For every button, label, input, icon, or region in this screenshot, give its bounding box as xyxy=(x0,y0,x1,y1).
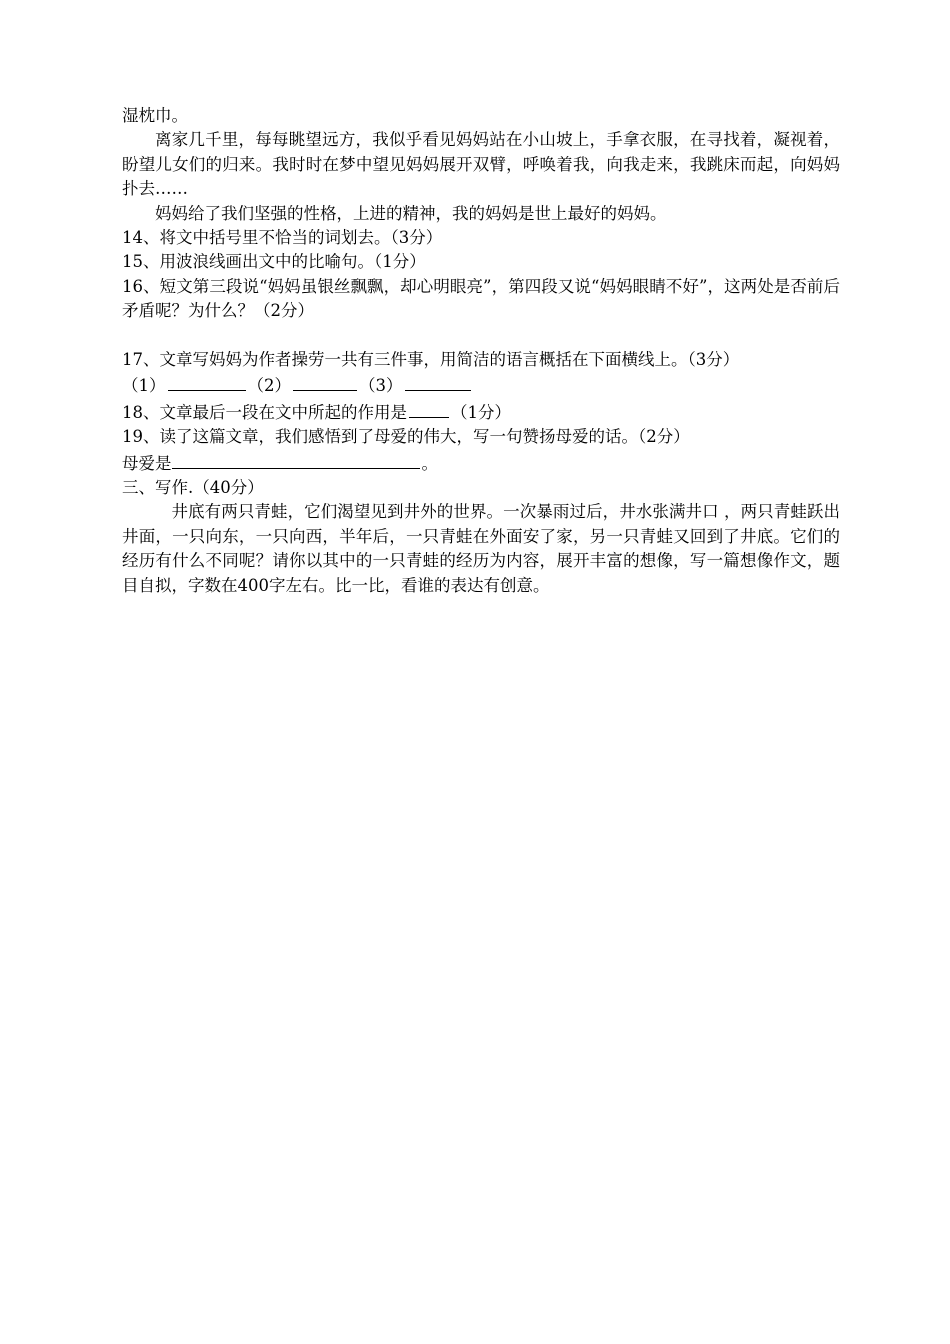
q17-answer-blank-2[interactable] xyxy=(293,372,357,391)
spacer xyxy=(122,324,840,348)
q19-answer-blank[interactable] xyxy=(172,450,420,469)
question-14: 14、将文中括号里不恰当的词划去。（3分） xyxy=(122,228,443,248)
passage-paragraph-far-home: 离家几千里，每每眺望远方，我似乎看见妈妈站在小山坡上，手拿衣服，在寻找着，凝视着，盼望儿女们的归来。我时时在梦中望见妈妈展开双臂，呼唤着我，向我走来，我跳床而起，向妈妈扑去…… xyxy=(122,130,840,199)
q18-answer-blank[interactable] xyxy=(409,399,449,418)
q18-score: （1分） xyxy=(451,402,511,422)
question-19-answer xyxy=(122,450,840,476)
q19-suffix: 。 xyxy=(421,453,438,473)
q17-answer-blank-3[interactable] xyxy=(405,372,471,391)
question-15: 15、用波浪线画出文中的比喻句。（1分） xyxy=(122,252,426,272)
q18-text: 18、文章最后一段在文中所起的作用是 xyxy=(122,402,407,422)
passage-paragraph-best-mother: 妈妈给了我们坚强的性格，上进的精神，我的妈妈是世上最好的妈妈。 xyxy=(155,203,667,223)
passage-tail: 湿枕巾。 xyxy=(122,106,188,125)
q19-prefix: 母爱是 xyxy=(122,453,172,473)
question-17-answers xyxy=(122,372,840,398)
question-18 xyxy=(122,399,840,425)
q17-answer-blank-1[interactable] xyxy=(168,372,246,391)
writing-heading: 三、写作.（40分） xyxy=(122,478,264,498)
q17-item-3-label: （3） xyxy=(359,376,403,396)
q17-item-2-label: （2） xyxy=(247,376,291,396)
question-19: 19、读了这篇文章，我们感悟到了母爱的伟大，写一句赞扬母爱的话。（2分） xyxy=(122,427,690,447)
document-page xyxy=(122,104,840,598)
q17-item-1-label: （1） xyxy=(122,376,166,396)
question-17: 17、文章写妈妈为作者操劳一共有三件事，用简洁的语言概括在下面横线上。（3分） xyxy=(122,350,740,370)
writing-prompt: 井底有两只青蛙，它们渴望见到井外的世界。一次暴雨过后，井水张满井口 ，两只青蛙跃出井面，一只向东，一只向西，半年后，一只青蛙在外面安了家，另一只青蛙又回到了井底。它们的经历有什么不同呢？请你以其中的一只青蛙的经历为内容，展开丰富的想像，写一篇想像作文，题目自拟，字数在400字左右。比一比，看谁的表达有创意。 xyxy=(122,502,840,595)
question-16: 16、短文第三段说“妈妈虽银丝飘飘，却心明眼亮”，第四段又说“妈妈眼睛不好”，这两处是否前后矛盾呢？为什么？（2分） xyxy=(122,276,840,321)
